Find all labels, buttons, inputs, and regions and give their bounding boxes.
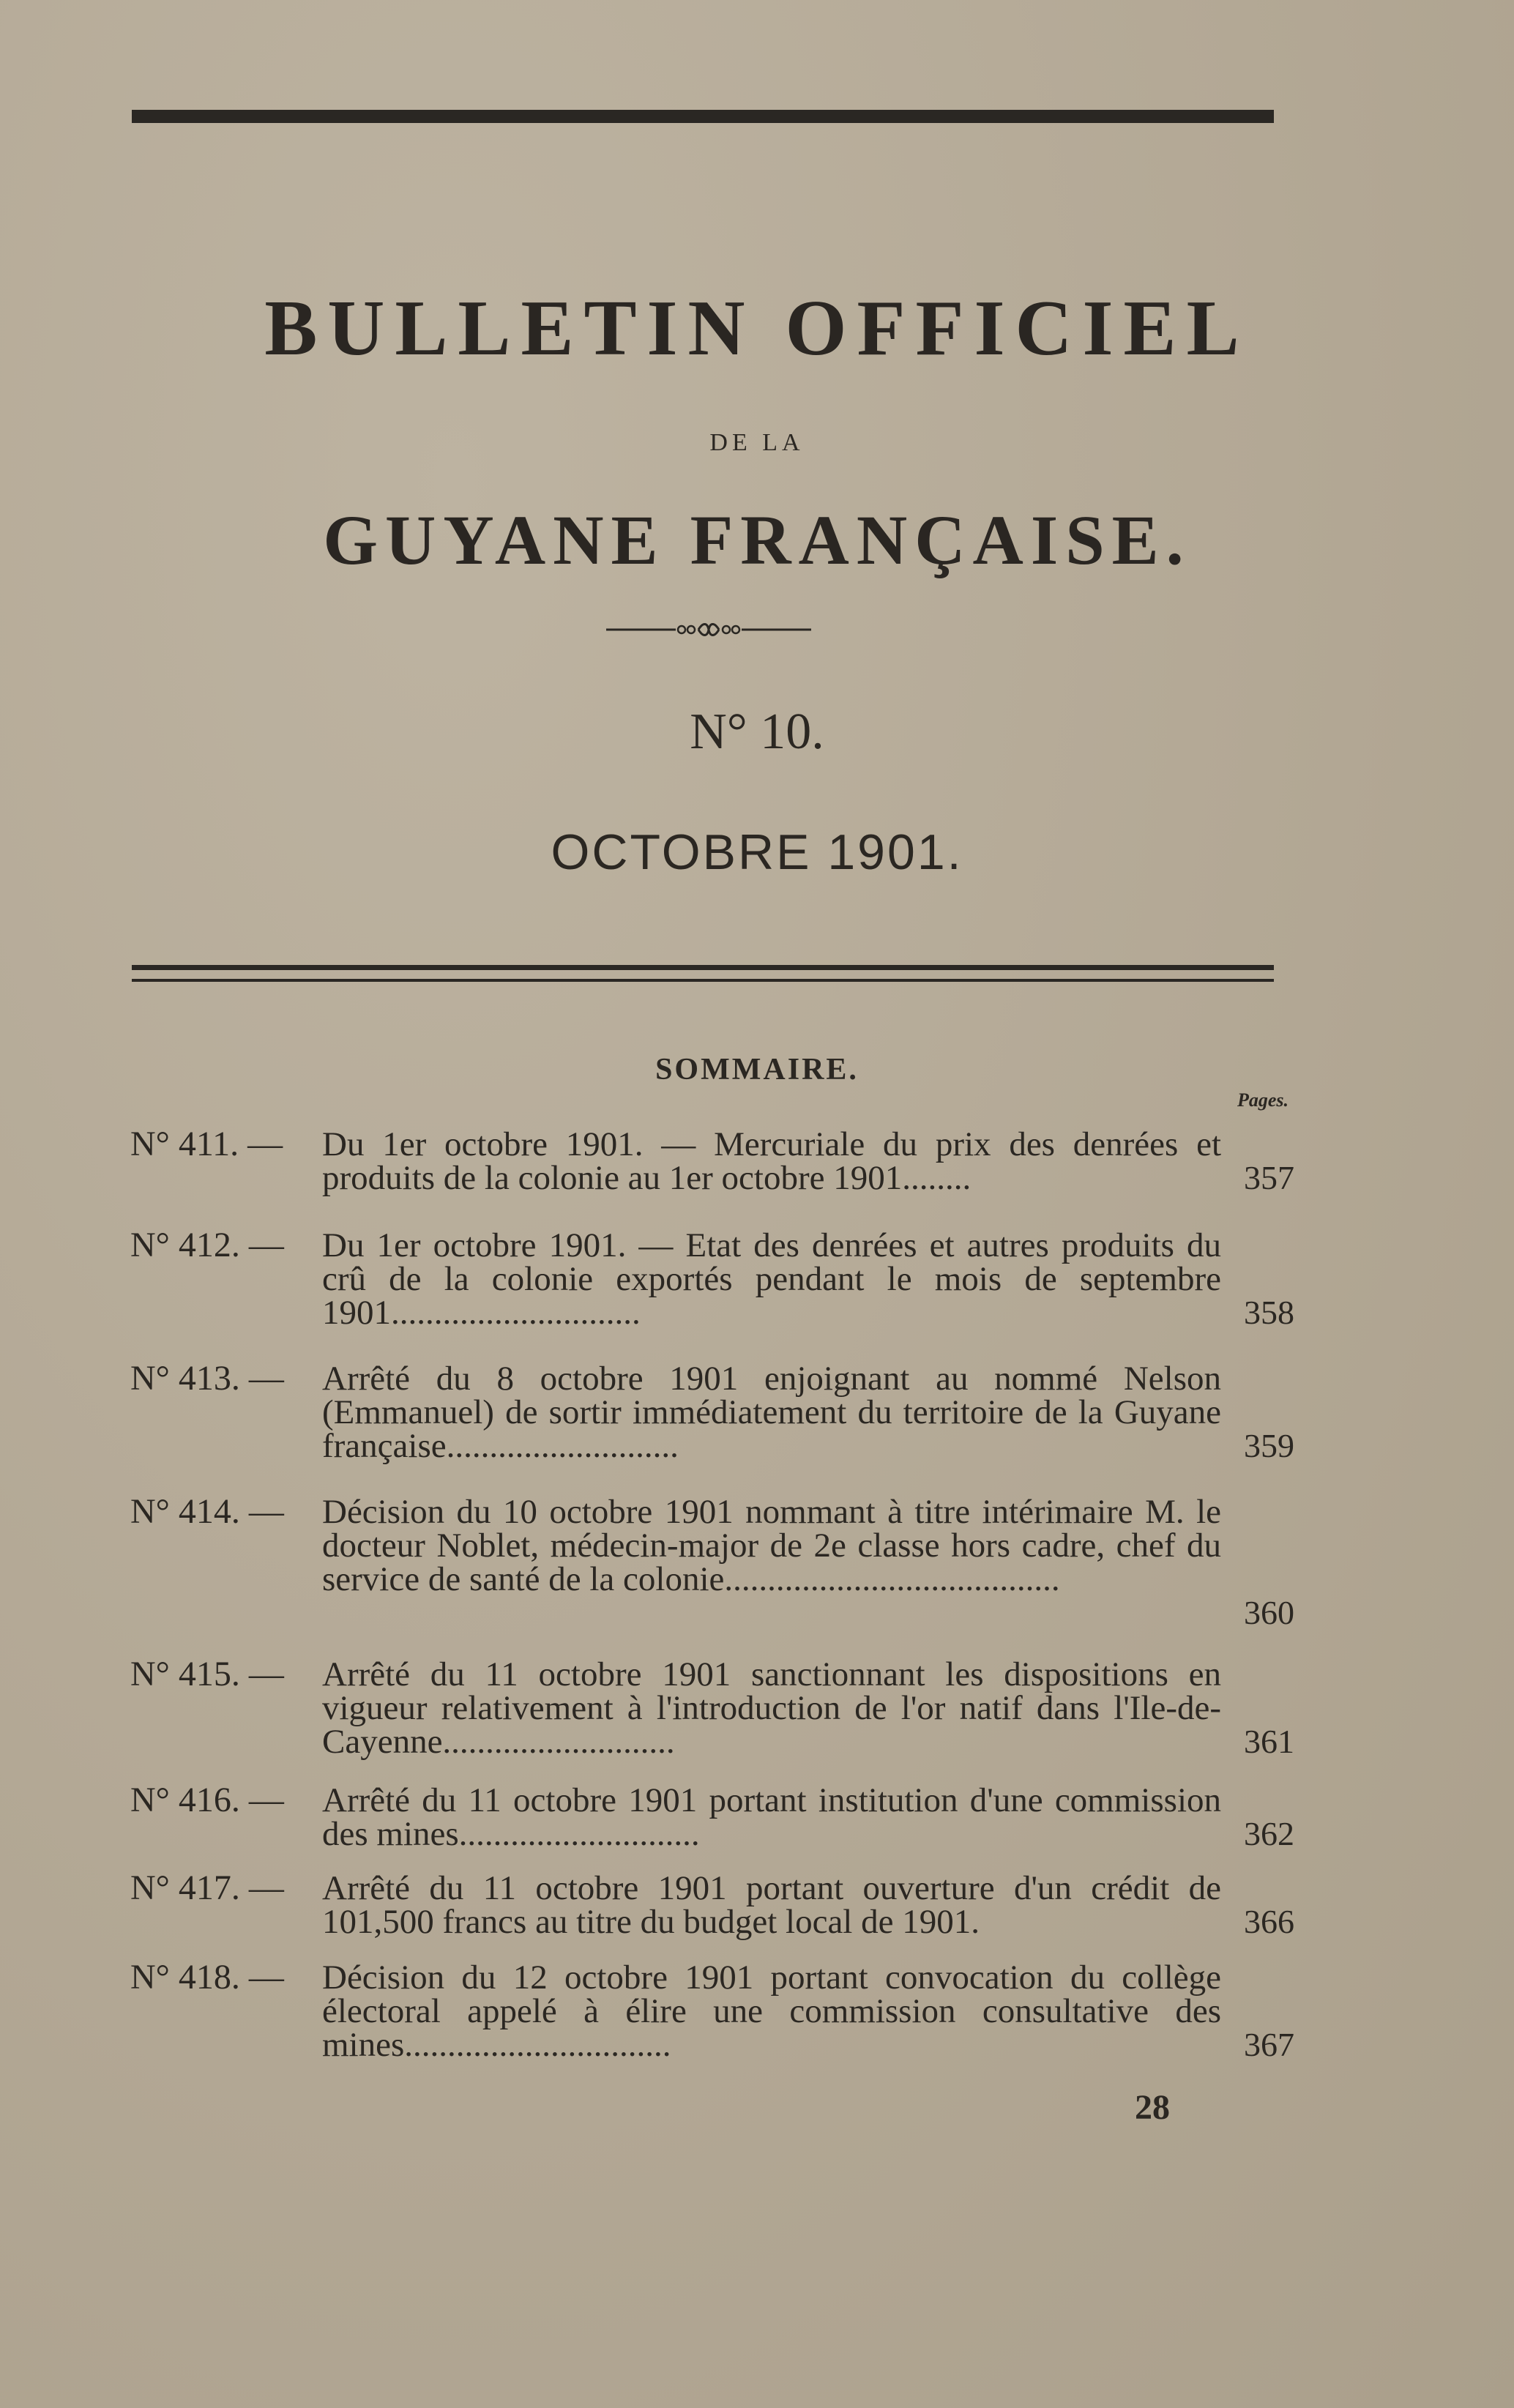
entry-text: Du 1er octobre 1901. — Etat des denrées et autres produits du crû de la colonie exportés pendant le mois de septembre 1901............................. [322, 1226, 1221, 1332]
summary-entry [130, 1655, 1294, 1761]
ornament-divider [606, 621, 811, 638]
summary-entry [130, 1226, 1294, 1332]
entry-number: N° 416. — [130, 1781, 284, 1819]
entry-text: Du 1er octobre 1901. — Mercuriale du prix des denrées et produits de la colonie au 1er octobre 1901........ [322, 1125, 1221, 1197]
entry-text: Arrêté du 8 octobre 1901 enjoignant au nommé Nelson (Emmanuel) de sortir immédiatement du territoire de la Guyane française........................... [322, 1360, 1221, 1465]
separator-rule-thick [132, 965, 1274, 970]
entry-page: 361 [1244, 1723, 1294, 1760]
summary-entry [130, 1492, 1294, 1631]
entry-number: N° 413. — [130, 1359, 284, 1398]
bulletin-subtitle: DE LA [709, 429, 805, 456]
issue-number: N° 10. [690, 704, 824, 760]
summary-entry [130, 1958, 1294, 2064]
entry-page: 367 [1244, 2026, 1294, 2063]
entry-page: 359 [1244, 1427, 1294, 1464]
entry-page: 357 [1244, 1159, 1294, 1196]
summary-entry [130, 1783, 1294, 1851]
entry-number: N° 418. — [130, 1958, 284, 1997]
colony-name: GUYANE FRANÇAISE. [323, 501, 1191, 579]
entry-page: 366 [1244, 1903, 1294, 1940]
entry-number: N° 417. — [130, 1868, 284, 1907]
entry-number: N° 415. — [130, 1655, 284, 1693]
entry-text: Arrêté du 11 octobre 1901 portant institution d'une commission des mines............................ [322, 1781, 1221, 1853]
signature-mark: 28 [1135, 2088, 1170, 2127]
entry-page: 360 [1244, 1594, 1294, 1631]
summary-heading: SOMMAIRE. [655, 1053, 859, 1086]
issue-date: OCTOBRE 1901. [551, 824, 963, 880]
entry-page: 358 [1244, 1294, 1294, 1331]
entry-text: Arrêté du 11 octobre 1901 portant ouverture d'un crédit de 101,500 francs au titre du budget local de 1901. [322, 1869, 1221, 1941]
entry-number: N° 414. — [130, 1492, 284, 1531]
entry-text: Arrêté du 11 octobre 1901 sanctionnant les dispositions en vigueur relativement à l'introduction de l'or natif dans l'Ile-de-Cayenne........................... [322, 1655, 1221, 1761]
pages-column-label: Pages. [1237, 1089, 1289, 1111]
top-rule [132, 110, 1274, 123]
bulletin-title: BULLETIN OFFICIEL [264, 285, 1250, 372]
entry-text: Décision du 10 octobre 1901 nommant à titre intérimaire M. le docteur Noblet, médecin-major de 2e classe hors cadre, chef du service de santé de la colonie....................................... [322, 1493, 1221, 1598]
entry-page: 362 [1244, 1815, 1294, 1852]
summary-entry [130, 1868, 1294, 1941]
entry-number: N° 411. — [130, 1125, 283, 1163]
separator-rule-thin [132, 979, 1274, 982]
summary-entry [130, 1359, 1294, 1465]
entry-text: Décision du 12 octobre 1901 portant convocation du collège électoral appelé à élire une commission consultative des mines............................... [322, 1958, 1221, 2064]
entry-number: N° 412. — [130, 1226, 284, 1264]
summary-entry [130, 1127, 1294, 1195]
